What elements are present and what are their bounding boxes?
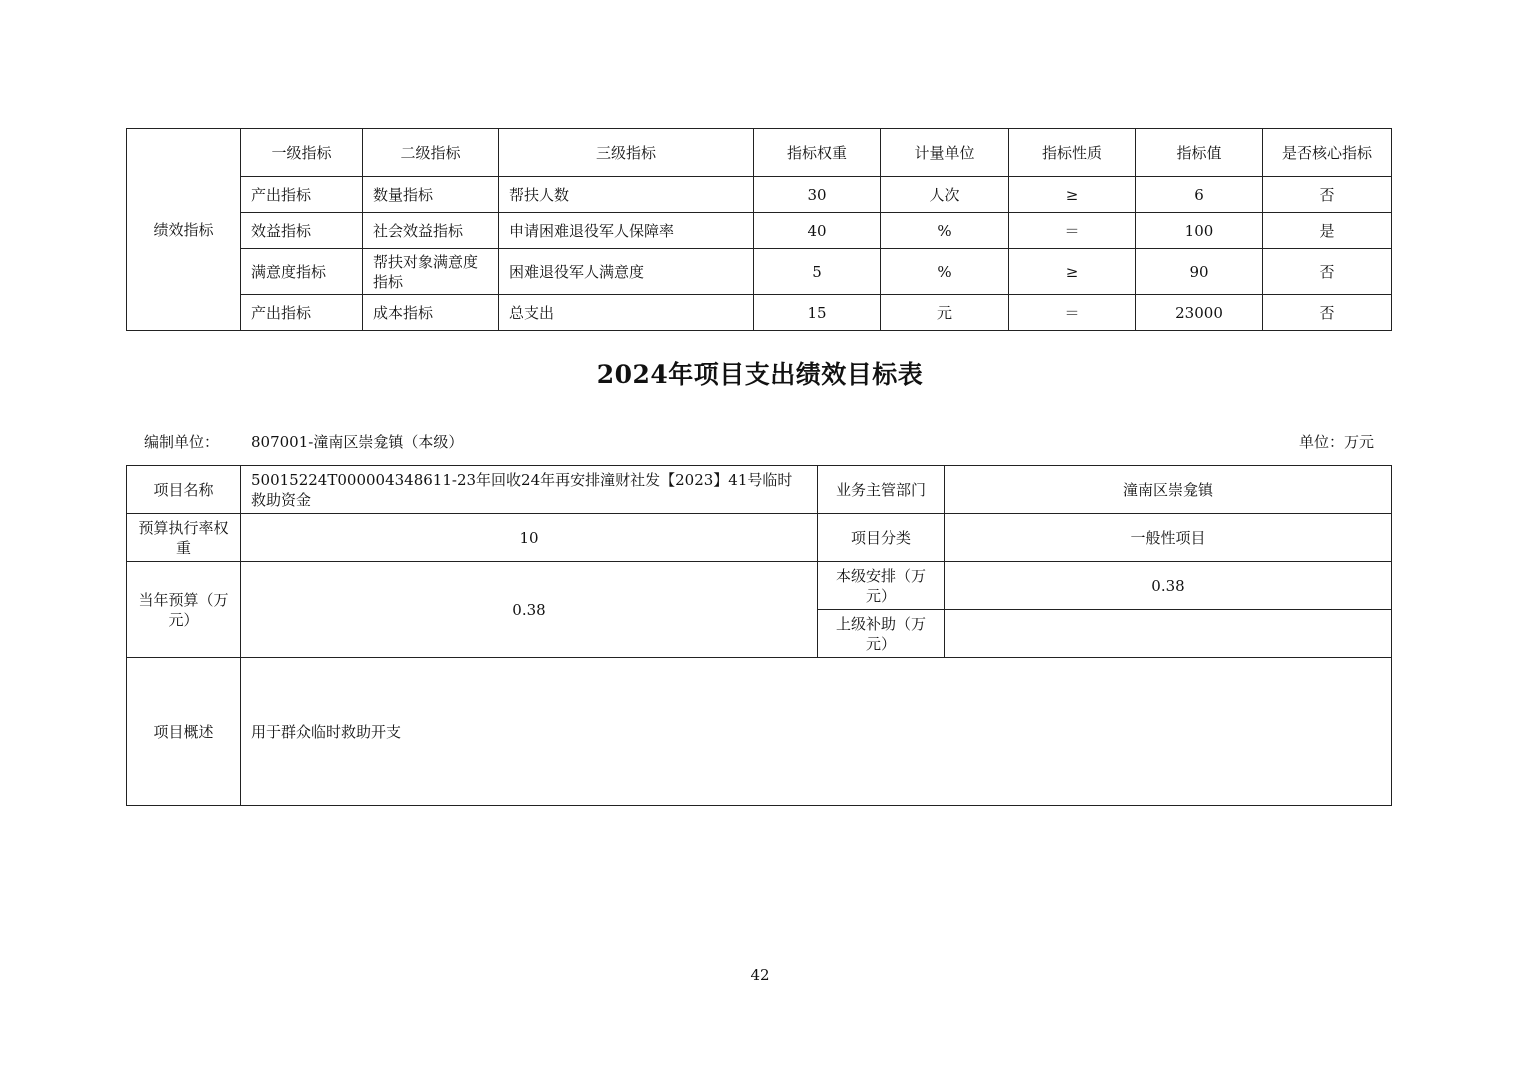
cell-unit: % (881, 249, 1009, 295)
exec-weight-value: 10 (241, 514, 818, 562)
cell-level3: 总支出 (499, 295, 754, 331)
cell-nature: ＝ (1009, 213, 1136, 249)
category-label: 项目分类 (818, 514, 945, 562)
org-label: 编制单位： (144, 433, 220, 451)
header-core: 是否核心指标 (1263, 129, 1392, 177)
cell-level2: 成本指标 (363, 295, 499, 331)
cell-level3: 帮扶人数 (499, 177, 754, 213)
local-label: 本级安排（万元） (818, 562, 945, 610)
cell-core: 否 (1263, 249, 1392, 295)
cell-nature: ≥ (1009, 249, 1136, 295)
cell-core: 否 (1263, 295, 1392, 331)
cell-level1: 满意度指标 (241, 249, 363, 295)
cell-unit: 元 (881, 295, 1009, 331)
cell-value: 6 (1136, 177, 1263, 213)
dept-label: 业务主管部门 (818, 466, 945, 514)
perf-row-label: 绩效指标 (127, 129, 241, 331)
cell-nature: ＝ (1009, 295, 1136, 331)
cell-level2: 社会效益指标 (363, 213, 499, 249)
cell-core: 是 (1263, 213, 1392, 249)
header-level3: 三级指标 (499, 129, 754, 177)
cell-weight: 30 (754, 177, 881, 213)
header-level2: 二级指标 (363, 129, 499, 177)
cell-unit: 人次 (881, 177, 1009, 213)
table-row (127, 213, 1392, 249)
cell-level2: 帮扶对象满意度指标 (363, 249, 499, 295)
cell-value: 23000 (1136, 295, 1263, 331)
org-value: 807001-潼南区崇龛镇（本级） (251, 433, 464, 451)
cell-weight: 15 (754, 295, 881, 331)
unit-label: 单位：万元 (1299, 433, 1375, 451)
dept-value: 潼南区崇龛镇 (945, 466, 1392, 514)
cell-unit: % (881, 213, 1009, 249)
header-level1: 一级指标 (241, 129, 363, 177)
header-value: 指标值 (1136, 129, 1263, 177)
header-weight: 指标权重 (754, 129, 881, 177)
page-number: 42 (750, 966, 770, 984)
budget-value: 0.38 (241, 562, 818, 658)
table-row (127, 177, 1392, 213)
cell-level1: 效益指标 (241, 213, 363, 249)
cell-value: 100 (1136, 213, 1263, 249)
performance-indicator-table (126, 128, 1392, 331)
cell-level1: 产出指标 (241, 177, 363, 213)
cell-weight: 5 (754, 249, 881, 295)
cell-core: 否 (1263, 177, 1392, 213)
table-row (127, 295, 1392, 331)
cell-level3: 申请困难退役军人保障率 (499, 213, 754, 249)
summary-value: 用于群众临时救助开支 (241, 658, 1392, 806)
header-unit: 计量单位 (881, 129, 1009, 177)
local-value: 0.38 (945, 562, 1392, 610)
cell-level2: 数量指标 (363, 177, 499, 213)
cell-level3: 困难退役军人满意度 (499, 249, 754, 295)
summary-label: 项目概述 (127, 658, 241, 806)
project-name-value: 50015224T000004348611-23年回收24年再安排潼财社发【2023】41号临时救助资金 (241, 466, 818, 514)
header-nature: 指标性质 (1009, 129, 1136, 177)
cell-nature: ≥ (1009, 177, 1136, 213)
upper-label: 上级补助（万元） (818, 610, 945, 658)
exec-weight-label: 预算执行率权重 (127, 514, 241, 562)
project-info-table (126, 465, 1392, 806)
document-title: 2024年项目支出绩效目标表 (596, 360, 924, 389)
upper-value (945, 610, 1392, 658)
table-row (127, 249, 1392, 295)
project-name-label: 项目名称 (127, 466, 241, 514)
cell-level1: 产出指标 (241, 295, 363, 331)
budget-label: 当年预算（万元） (127, 562, 241, 658)
category-value: 一般性项目 (945, 514, 1392, 562)
cell-weight: 40 (754, 213, 881, 249)
cell-value: 90 (1136, 249, 1263, 295)
